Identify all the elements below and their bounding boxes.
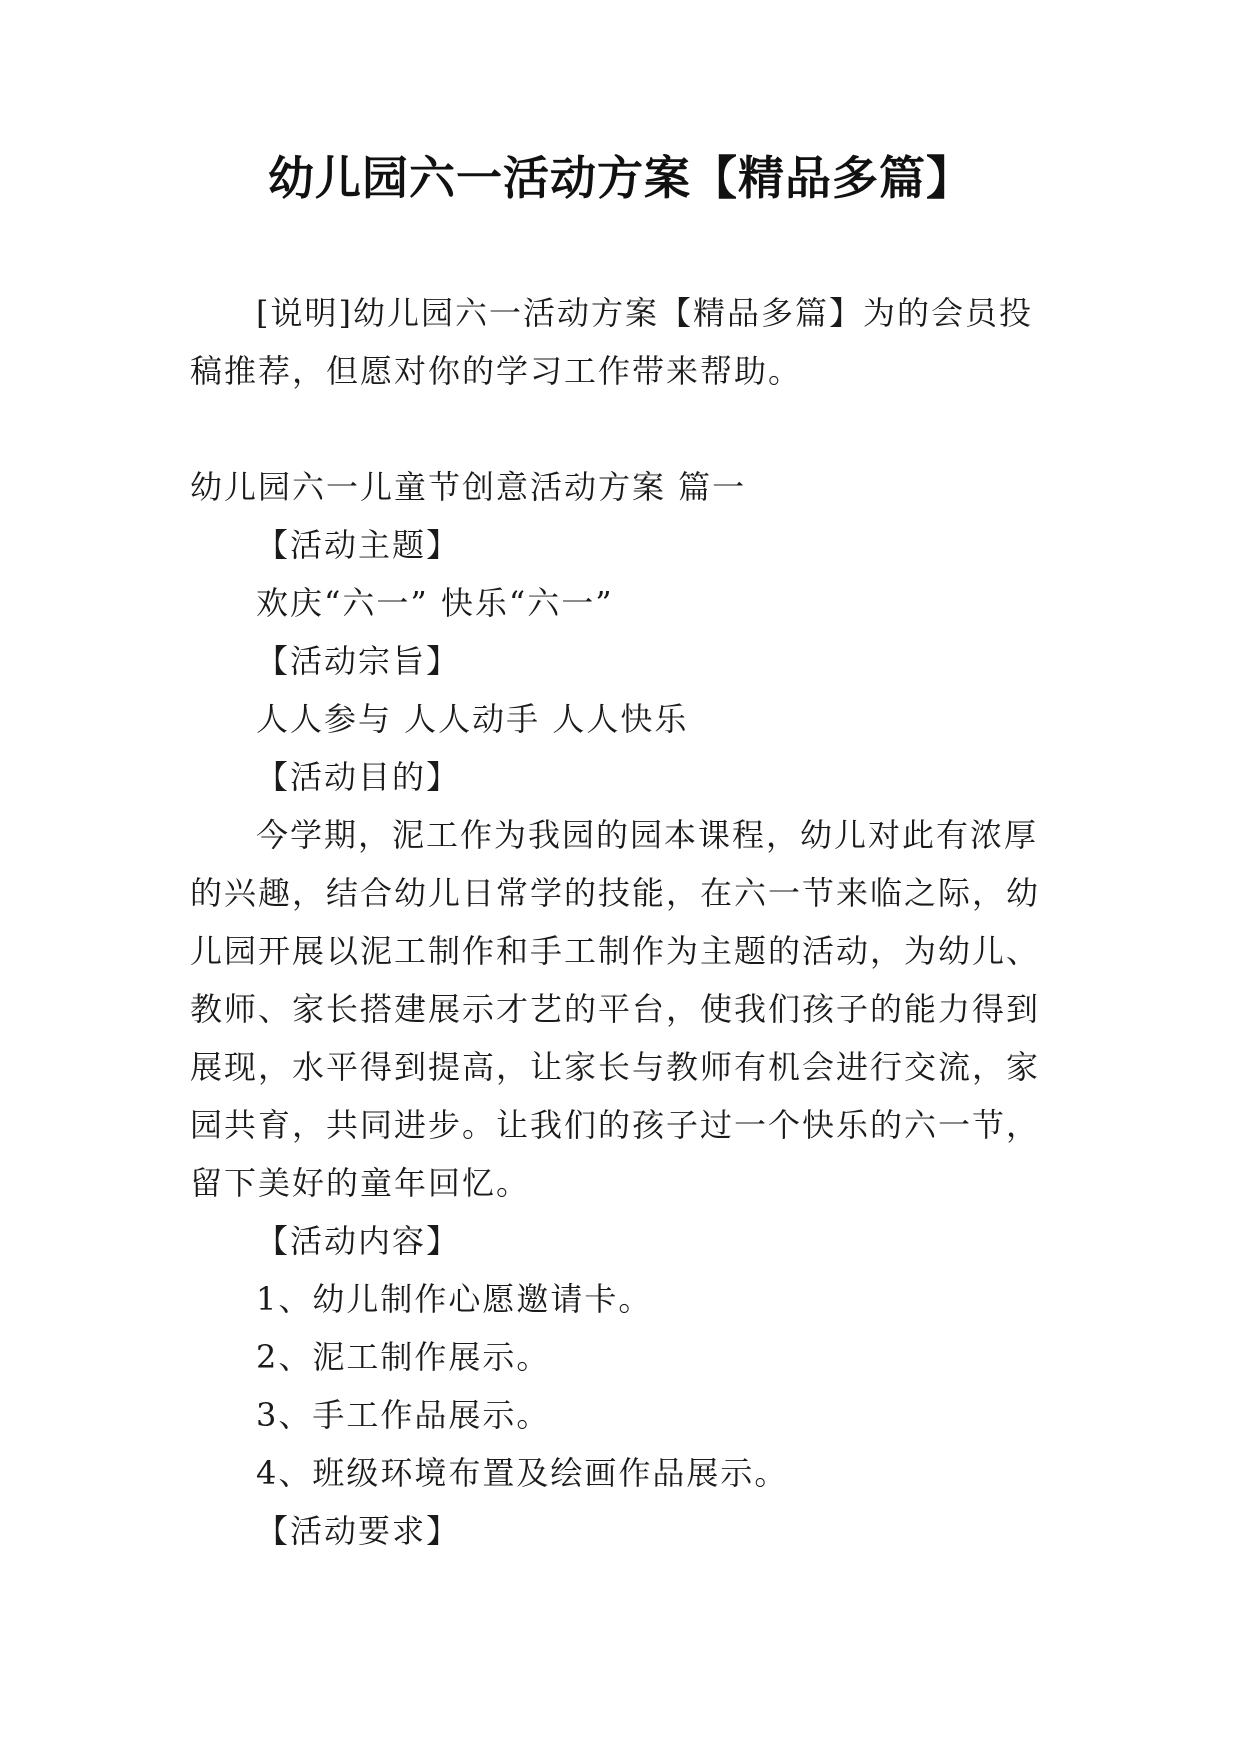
document-body bbox=[190, 284, 1060, 1560]
content-heading: 【活动内容】 bbox=[256, 1222, 461, 1260]
content-item-1: 1、幼儿制作心愿邀请卡。 bbox=[256, 1280, 653, 1318]
content-item-2: 2、泥工制作展示。 bbox=[256, 1338, 551, 1376]
requirements-heading: 【活动要求】 bbox=[256, 1512, 461, 1550]
goal-heading: 【活动目的】 bbox=[256, 758, 461, 796]
purpose-text: 人人参与 人人动手 人人快乐 bbox=[256, 700, 689, 738]
content-item-3: 3、手工作品展示。 bbox=[256, 1396, 551, 1434]
theme-text: 欢庆“六一” 快乐“六一” bbox=[256, 584, 614, 622]
goal-paragraph: 今学期，泥工作为我园的园本课程，幼儿对此有浓厚的兴趣，结合幼儿日常学的技能，在六一节来临之际，幼儿园开展以泥工制作和手工制作为主题的活动，为幼儿、教师、家长搭建展示才艺的平台，使我们孩子的能力得到展现，水平得到提高，让家长与教师有机会进行交流，家园共育，共同进步。让我们的孩子过一个快乐的六一节，留下美好的童年回忆。 bbox=[190, 816, 1041, 1202]
intro-note: [说明]幼儿园六一活动方案【精品多篇】为的会员投稿推荐，但愿对你的学习工作带来帮助。 bbox=[190, 294, 1033, 390]
purpose-heading: 【活动宗旨】 bbox=[256, 642, 461, 680]
document-title: 幼儿园六一活动方案【精品多篇】 bbox=[268, 151, 973, 205]
content-item-4: 4、班级环境布置及绘画作品展示。 bbox=[256, 1454, 789, 1492]
section-title: 幼儿园六一儿童节创意活动方案 篇一 bbox=[190, 468, 747, 506]
theme-heading: 【活动主题】 bbox=[256, 526, 461, 564]
